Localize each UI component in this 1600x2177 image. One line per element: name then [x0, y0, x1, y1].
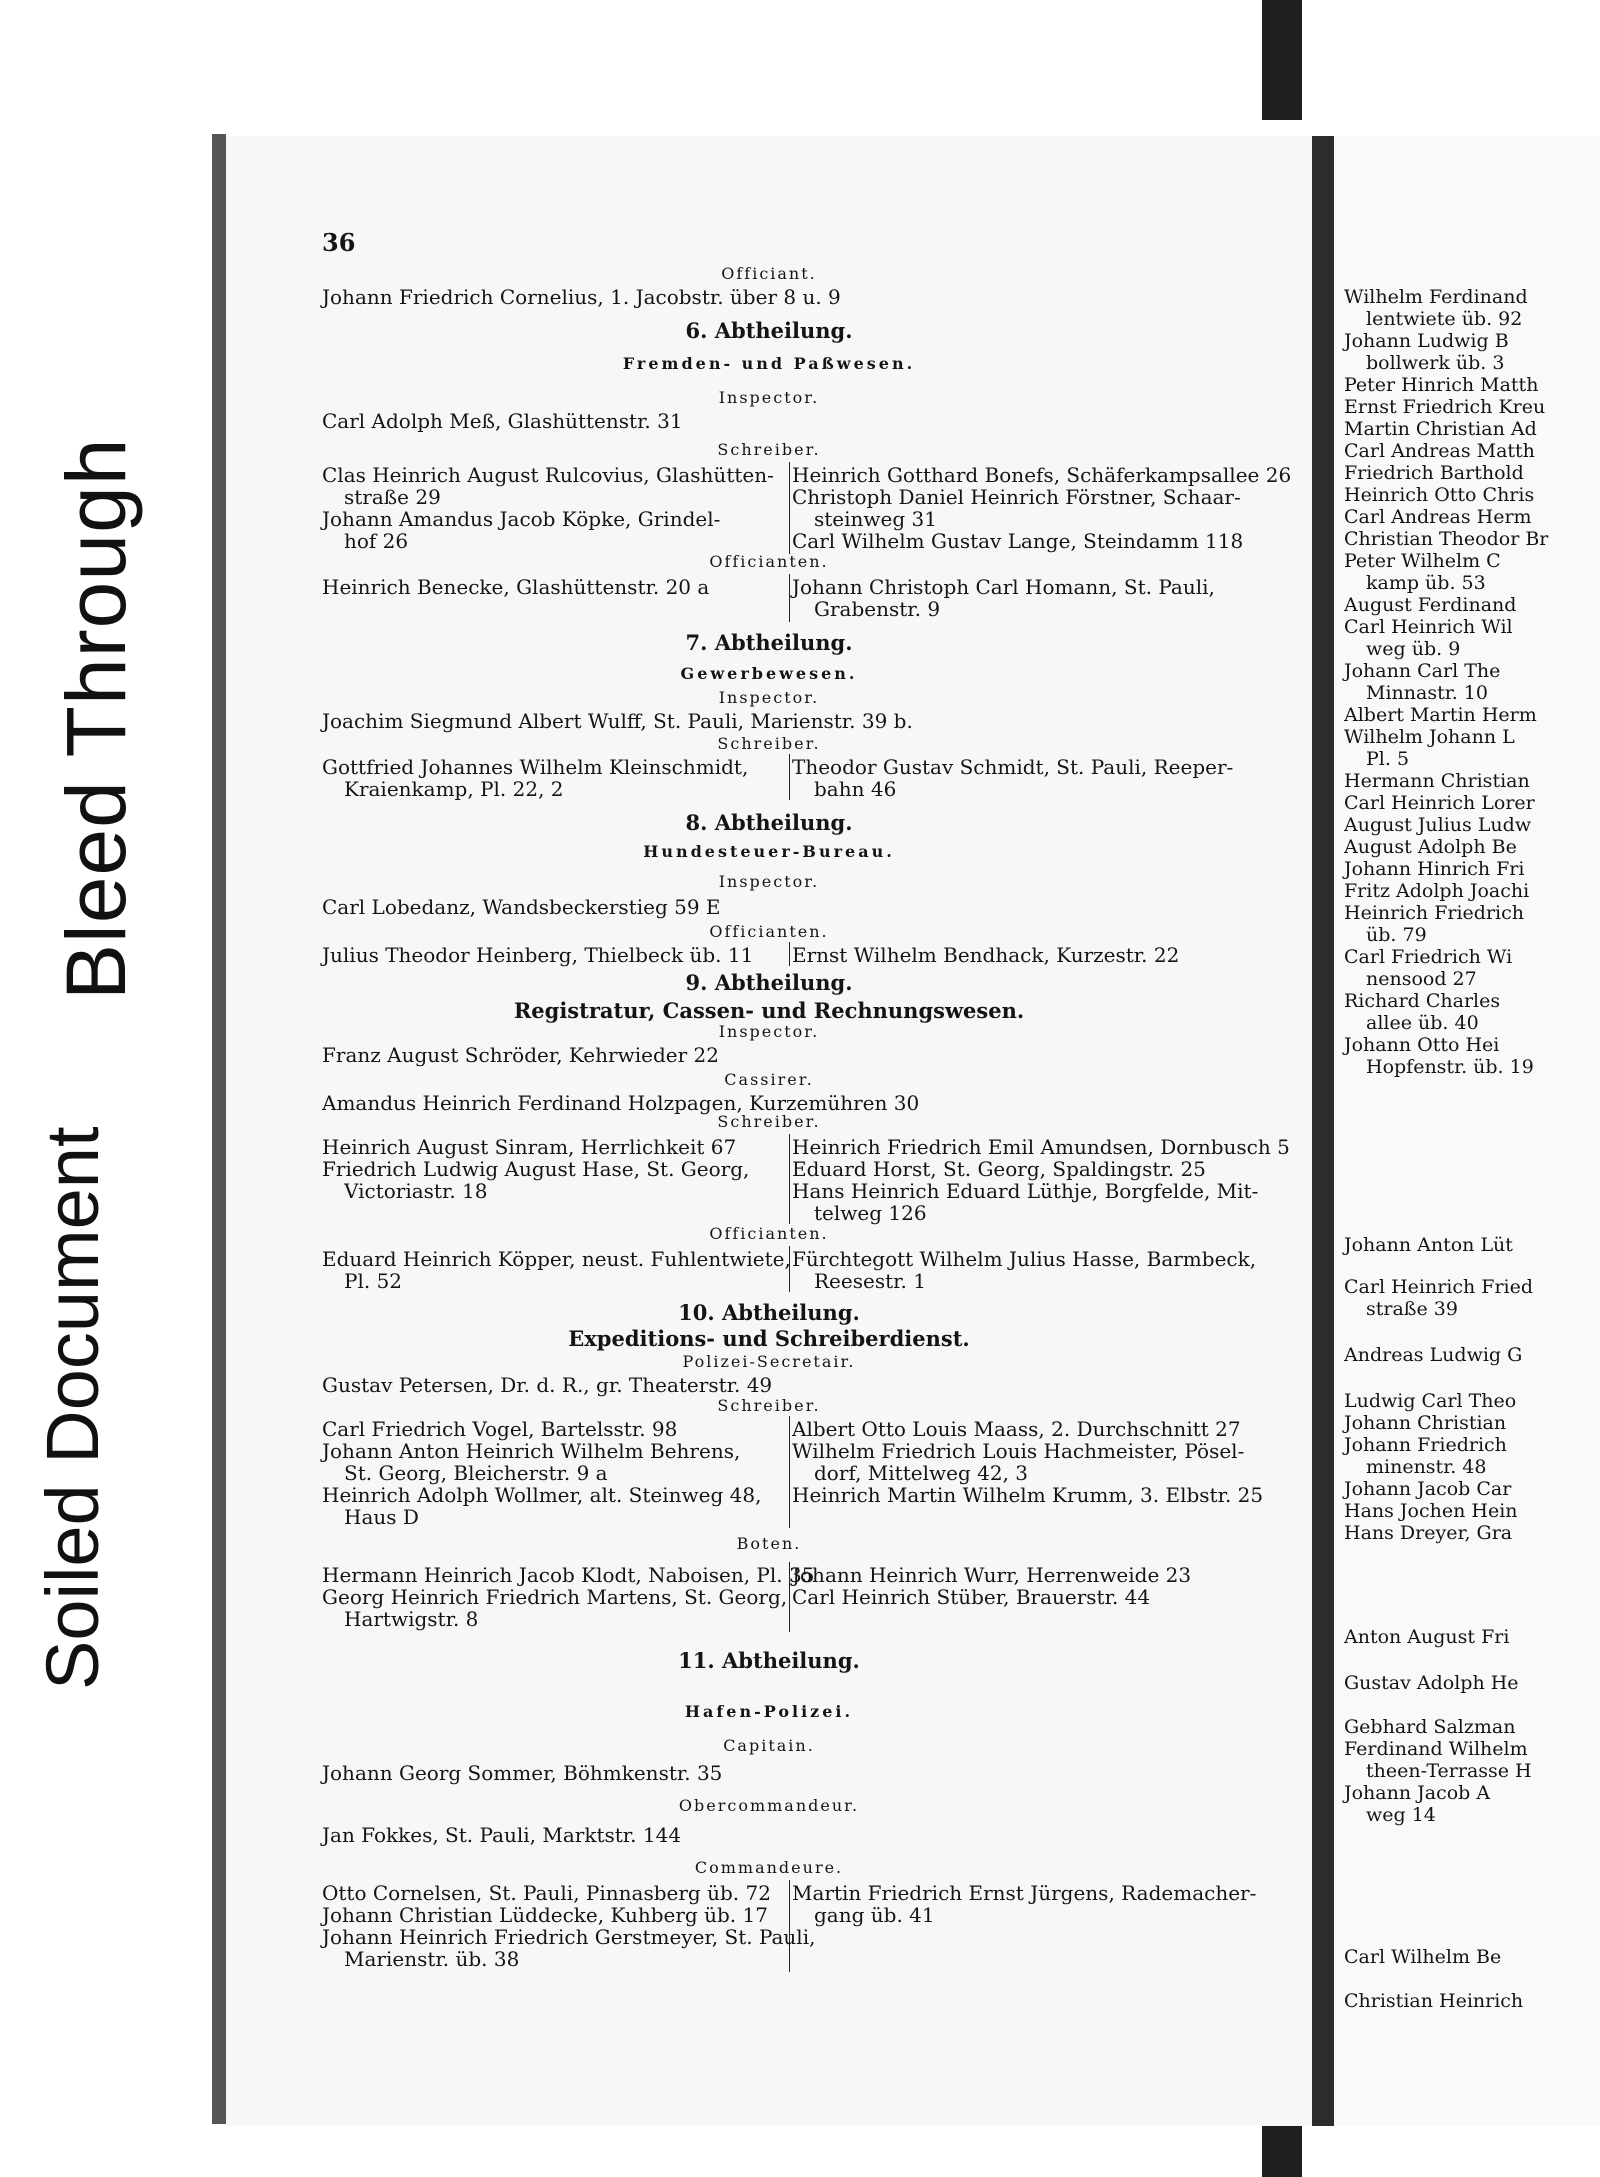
- right-page-line: August Ferdinand: [1344, 594, 1517, 616]
- section-heading: 10. Abtheilung.: [678, 1300, 860, 1325]
- role-heading: Officianten.: [709, 922, 829, 941]
- page-number: 36: [322, 228, 356, 257]
- section-heading: Fremden- und Paßwesen.: [622, 354, 916, 373]
- role-heading: Cassirer.: [724, 1070, 814, 1089]
- entry-line: Johann Georg Sommer, Böhmkenstr. 35: [322, 1761, 723, 1785]
- right-page-line: weg üb. 9: [1366, 638, 1461, 660]
- entry-line: Carl Friedrich Vogel, Bartelsstr. 98: [322, 1417, 678, 1441]
- column-divider: [789, 1134, 790, 1224]
- left-page: [226, 136, 1312, 2126]
- entry-line: Clas Heinrich August Rulcovius, Glashütten-: [322, 463, 774, 487]
- right-page-line: nensood 27: [1366, 968, 1477, 990]
- right-page-line: minenstr. 48: [1366, 1456, 1487, 1478]
- entry-line: Christoph Daniel Heinrich Förstner, Schaar-: [792, 485, 1241, 509]
- role-heading: Schreiber.: [717, 440, 821, 459]
- entry-line: Gustav Petersen, Dr. d. R., gr. Theaterstr. 49: [322, 1373, 773, 1397]
- section-heading: Expeditions- und Schreiberdienst.: [568, 1326, 970, 1351]
- right-page-line: kamp üb. 53: [1366, 572, 1486, 594]
- right-page-line: Johann Hinrich Fri: [1344, 858, 1525, 880]
- right-page-line: Carl Heinrich Wil: [1344, 616, 1513, 638]
- right-page-line: Hans Dreyer, Gra: [1344, 1522, 1513, 1544]
- role-heading: Capitain.: [723, 1736, 815, 1755]
- entry-line: Johann Heinrich Friedrich Gerstmeyer, St. Pauli,: [322, 1925, 816, 1949]
- right-page-line: Hopfenstr. üb. 19: [1366, 1056, 1534, 1078]
- soiled-document-label: Soiled Document: [31, 1126, 114, 1690]
- section-heading: 8. Abtheilung.: [685, 810, 853, 835]
- column-divider: [789, 942, 790, 966]
- right-page-line: Martin Christian Ad: [1344, 418, 1537, 440]
- role-heading: Schreiber.: [717, 1112, 821, 1131]
- entry-line: Carl Lobedanz, Wandsbeckerstieg 59 E: [322, 895, 721, 919]
- entry-line: Johann Christoph Carl Homann, St. Pauli,: [792, 575, 1215, 599]
- right-page-line: Richard Charles: [1344, 990, 1501, 1012]
- right-page-line: bollwerk üb. 3: [1366, 352, 1505, 374]
- entry-line: steinweg 31: [814, 507, 937, 531]
- entry-line: Reesestr. 1: [814, 1269, 926, 1293]
- right-page-line: Albert Martin Herm: [1344, 704, 1537, 726]
- entry-line: Jan Fokkes, St. Pauli, Marktstr. 144: [322, 1823, 682, 1847]
- entry-line: Grabenstr. 9: [814, 597, 941, 621]
- entry-line: Wilhelm Friedrich Louis Hachmeister, Pösel-: [792, 1439, 1245, 1463]
- right-page-line: Carl Wilhelm Be: [1344, 1946, 1502, 1968]
- section-heading: 9. Abtheilung.: [685, 970, 853, 995]
- right-page-line: Heinrich Friedrich: [1344, 902, 1524, 924]
- right-page-line: Johann Jacob A: [1344, 1782, 1491, 1804]
- role-heading: Inspector.: [718, 688, 820, 707]
- role-heading: Commandeure.: [694, 1858, 844, 1877]
- role-heading: Officianten.: [709, 1224, 829, 1243]
- right-page-line: Gebhard Salzman: [1344, 1716, 1516, 1738]
- role-heading: Schreiber.: [717, 1396, 821, 1415]
- right-page-line: Andreas Ludwig G: [1344, 1344, 1523, 1366]
- entry-line: Heinrich Martin Wilhelm Krumm, 3. Elbstr. 25: [792, 1483, 1264, 1507]
- entry-line: Johann Anton Heinrich Wilhelm Behrens,: [322, 1439, 741, 1463]
- entry-line: Carl Adolph Meß, Glashüttenstr. 31: [322, 409, 683, 433]
- right-page-line: Hermann Christian: [1344, 770, 1530, 792]
- entry-line: Albert Otto Louis Maass, 2. Durchschnitt 27: [792, 1417, 1241, 1441]
- column-divider: [789, 574, 790, 622]
- entry-line: Marienstr. üb. 38: [344, 1947, 520, 1971]
- entry-line: Heinrich Friedrich Emil Amundsen, Dornbusch 5: [792, 1135, 1290, 1159]
- right-page-line: Anton August Fri: [1344, 1626, 1510, 1648]
- right-page-line: Johann Jacob Car: [1344, 1478, 1512, 1500]
- right-page-line: Johann Carl The: [1344, 660, 1501, 682]
- right-page-line: Gustav Adolph He: [1344, 1672, 1519, 1694]
- binding-tab-top: [1262, 0, 1302, 120]
- right-page-line: straße 39: [1366, 1298, 1458, 1320]
- right-page-line: Carl Heinrich Fried: [1344, 1276, 1534, 1298]
- entry-line: Franz August Schröder, Kehrwieder 22: [322, 1043, 719, 1067]
- right-page-line: Ferdinand Wilhelm: [1344, 1738, 1528, 1760]
- right-page-line: Carl Andreas Matth: [1344, 440, 1535, 462]
- role-heading: Officianten.: [709, 552, 829, 571]
- right-page-line: Johann Otto Hei: [1344, 1034, 1500, 1056]
- section-heading: 7. Abtheilung.: [685, 630, 853, 655]
- entry-line: Georg Heinrich Friedrich Martens, St. Georg,: [322, 1585, 788, 1609]
- entry-line: Heinrich Adolph Wollmer, alt. Steinweg 48,: [322, 1483, 762, 1507]
- entry-line: straße 29: [344, 485, 441, 509]
- entry-line: Fürchtegott Wilhelm Julius Hasse, Barmbeck,: [792, 1247, 1257, 1271]
- right-page-line: Carl Andreas Herm: [1344, 506, 1532, 528]
- entry-line: Pl. 52: [344, 1269, 403, 1293]
- right-page-line: Peter Wilhelm C: [1344, 550, 1501, 572]
- entry-line: Heinrich August Sinram, Herrlichkeit 67: [322, 1135, 737, 1159]
- entry-line: Haus D: [344, 1505, 419, 1529]
- section-heading: 11. Abtheilung.: [678, 1648, 860, 1673]
- right-page-line: Fritz Adolph Joachi: [1344, 880, 1530, 902]
- right-page-line: August Julius Ludw: [1344, 814, 1532, 836]
- right-page-line: üb. 79: [1366, 924, 1427, 946]
- right-page-line: Wilhelm Johann L: [1344, 726, 1515, 748]
- role-heading: Inspector.: [718, 872, 820, 891]
- role-heading: Inspector.: [718, 1022, 820, 1041]
- role-heading: Officiant.: [721, 264, 817, 283]
- right-page-line: theen-Terrasse H: [1366, 1760, 1532, 1782]
- right-page-line: Carl Heinrich Lorer: [1344, 792, 1535, 814]
- column-divider: [789, 754, 790, 800]
- entry-line: Eduard Horst, St. Georg, Spaldingstr. 25: [792, 1157, 1206, 1181]
- right-page-line: Ludwig Carl Theo: [1344, 1390, 1517, 1412]
- page-edge-shadow: [212, 134, 226, 2124]
- entry-line: Johann Christian Lüddecke, Kuhberg üb. 17: [322, 1903, 768, 1927]
- right-page-line: Ernst Friedrich Kreu: [1344, 396, 1546, 418]
- entry-line: St. Georg, Bleicherstr. 9 a: [344, 1461, 608, 1485]
- entry-line: Martin Friedrich Ernst Jürgens, Rademacher-: [792, 1881, 1257, 1905]
- entry-line: Kraienkamp, Pl. 22, 2: [344, 777, 564, 801]
- right-page-line: Christian Theodor Br: [1344, 528, 1549, 550]
- entry-line: hof 26: [344, 529, 409, 553]
- section-heading: Hundesteuer-Bureau.: [643, 842, 895, 861]
- entry-line: Johann Friedrich Cornelius, 1. Jacobstr. über 8 u. 9: [322, 285, 841, 309]
- right-page-line: Johann Christian: [1344, 1412, 1507, 1434]
- section-heading: Hafen-Polizei.: [684, 1702, 854, 1721]
- right-page-line: Johann Anton Lüt: [1344, 1234, 1513, 1256]
- entry-line: Eduard Heinrich Köpper, neust. Fuhlentwiete,: [322, 1247, 791, 1271]
- section-heading: 6. Abtheilung.: [685, 318, 853, 343]
- right-page-line: weg 14: [1366, 1804, 1436, 1826]
- entry-line: Joachim Siegmund Albert Wulff, St. Pauli, Marienstr. 39 b.: [322, 709, 913, 733]
- entry-line: Gottfried Johannes Wilhelm Kleinschmidt,: [322, 755, 749, 779]
- right-page-line: Christian Heinrich: [1344, 1990, 1524, 2012]
- right-page-line: Carl Friedrich Wi: [1344, 946, 1513, 968]
- right-page-line: August Adolph Be: [1344, 836, 1517, 858]
- column-divider: [789, 1416, 790, 1528]
- right-page-line: Minnastr. 10: [1366, 682, 1488, 704]
- entry-line: Amandus Heinrich Ferdinand Holzpagen, Kurzemühren 30: [322, 1091, 920, 1115]
- right-page-line: Johann Ludwig B: [1344, 330, 1509, 352]
- bleed-through-label: Bleed Through: [49, 437, 143, 1000]
- entry-line: Hans Heinrich Eduard Lüthje, Borgfelde, Mit-: [792, 1179, 1259, 1203]
- book-gutter: [1312, 136, 1334, 2126]
- role-heading: Inspector.: [718, 388, 820, 407]
- entry-line: Heinrich Benecke, Glashüttenstr. 20 a: [322, 575, 710, 599]
- entry-line: Johann Heinrich Wurr, Herrenweide 23: [792, 1563, 1192, 1587]
- entry-line: gang üb. 41: [814, 1903, 935, 1927]
- right-page-line: Wilhelm Ferdinand: [1344, 286, 1528, 308]
- entry-line: Theodor Gustav Schmidt, St. Pauli, Reeper-: [792, 755, 1234, 779]
- entry-line: Friedrich Ludwig August Hase, St. Georg,: [322, 1157, 750, 1181]
- right-page-line: allee üb. 40: [1366, 1012, 1479, 1034]
- entry-line: Hartwigstr. 8: [344, 1607, 479, 1631]
- right-page-line: Peter Hinrich Matth: [1344, 374, 1539, 396]
- entry-line: Johann Amandus Jacob Köpke, Grindel-: [322, 507, 721, 531]
- entry-line: Victoriastr. 18: [344, 1179, 488, 1203]
- entry-line: Carl Heinrich Stüber, Brauerstr. 44: [792, 1585, 1151, 1609]
- entry-line: bahn 46: [814, 777, 897, 801]
- entry-line: telweg 126: [814, 1201, 927, 1225]
- right-page-line: Heinrich Otto Chris: [1344, 484, 1535, 506]
- role-heading: Boten.: [736, 1534, 802, 1553]
- entry-line: Heinrich Gotthard Bonefs, Schäferkampsallee 26: [792, 463, 1292, 487]
- entry-line: Ernst Wilhelm Bendhack, Kurzestr. 22: [792, 943, 1180, 967]
- right-page: [1334, 136, 1600, 2126]
- right-page-line: Hans Jochen Hein: [1344, 1500, 1518, 1522]
- entry-line: Hermann Heinrich Jacob Klodt, Naboisen, Pl. 35: [322, 1563, 815, 1587]
- right-page-line: Friedrich Barthold: [1344, 462, 1524, 484]
- column-divider: [789, 462, 790, 554]
- right-page-line: lentwiete üb. 92: [1366, 308, 1523, 330]
- entry-line: Otto Cornelsen, St. Pauli, Pinnasberg üb. 72: [322, 1881, 771, 1905]
- role-heading: Schreiber.: [717, 734, 821, 753]
- section-heading: Registratur, Cassen- und Rechnungswesen.: [513, 998, 1025, 1023]
- entry-line: dorf, Mittelweg 42, 3: [814, 1461, 1028, 1485]
- entry-line: Julius Theodor Heinberg, Thielbeck üb. 11: [322, 943, 754, 967]
- right-page-line: Pl. 5: [1366, 748, 1410, 770]
- role-heading: Obercommandeur.: [678, 1796, 860, 1815]
- section-heading: Gewerbewesen.: [680, 664, 858, 683]
- role-heading: Polizei-Secretair.: [682, 1352, 856, 1371]
- entry-line: Carl Wilhelm Gustav Lange, Steindamm 118: [792, 529, 1244, 553]
- right-page-line: Johann Friedrich: [1344, 1434, 1507, 1456]
